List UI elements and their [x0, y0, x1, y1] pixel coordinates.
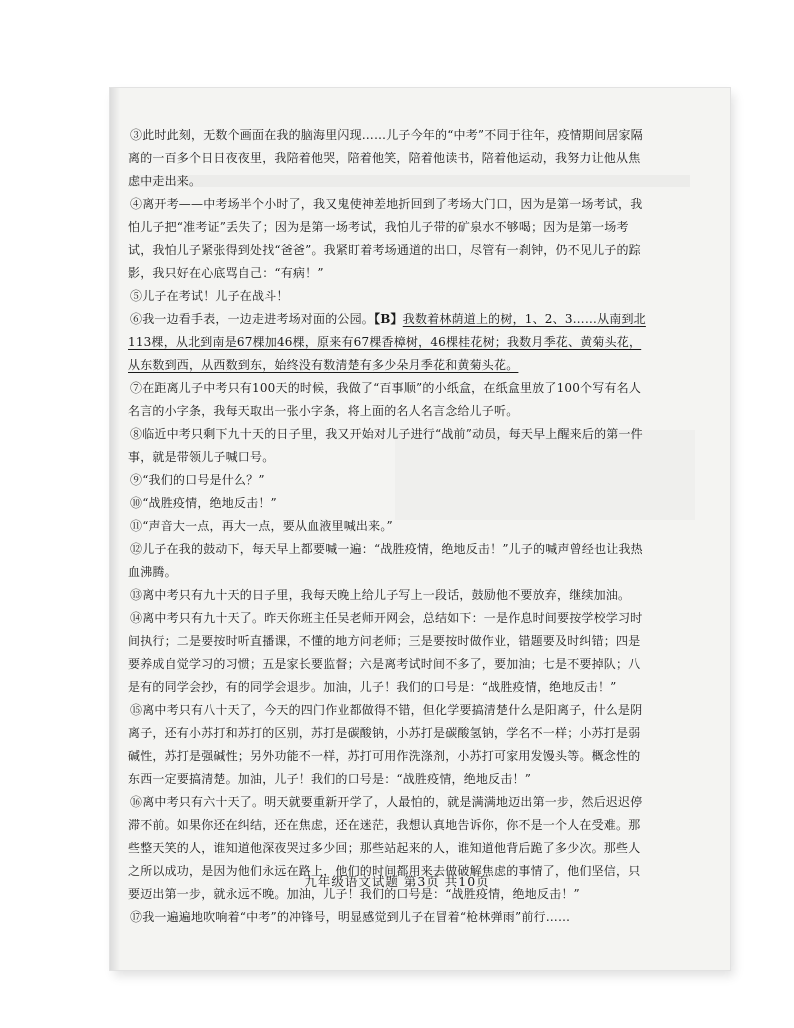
- paragraph-4: ④离开考——中考场半个小时了，我又鬼使神差地折回到了考场大门口，因为是第一场考试，我怕儿子把“准考证”丢失了；因为是第一场考试，我怕儿子带的矿泉水不够喝；因为是第一场考试，我怕儿子紧张得到处找“爸爸”。我紧盯着考场通道的出口，尽管有一刹钟，仍不见儿子的踪影，我只好在心底骂自己：“有病！”: [128, 197, 643, 280]
- paragraph-11: ⑪“声音大一点，再大一点，要从血液里喊出来。”: [130, 519, 393, 533]
- paragraph-8: ⑧临近中考只剩下九十天的日子里，我又开始对儿子进行“战前”动员，每天早上醒来后的第一件事，就是带领儿子喊口号。: [128, 427, 643, 464]
- paragraph-6: [128, 308, 648, 377]
- paragraph-6-text: ⑥我一边看手表，一边走进考场对面的公园。【B】我数着林荫道上的树，1、2、3……从南到北113棵，从北到南是67棵加46棵，原来有67棵香樟树，46棵桂花树；我数月季花、黄菊头花，从东数到西，从西数到东，始终没有数清楚有多少朵月季花和黄菊头花。: [128, 312, 646, 372]
- paragraph-15: ⑮离中考只有八十天了，今天的四门作业都做得不错，但化学要搞清楚什么是阳离子，什么是阴离子，还有小苏打和苏打的区别，苏打是碳酸钠，小苏打是碳酸氢钠，学名不一样；小苏打是弱碱性，苏打是强碱性；另外功能不一样，苏打可用作洗涤剂，小苏打可家用发馒头等。概念性的东西一定要搞清楚。加油，儿子！我们的口号是：“战胜疫情，绝地反击！”: [128, 703, 643, 786]
- paragraph-9: ⑨“我们的口号是什么？”: [130, 473, 265, 487]
- page-footer: 九年级语文试题 第3页 共10页: [304, 874, 490, 889]
- paragraph-10: ⑩“战胜疫情，绝地反击！”: [130, 496, 277, 510]
- paragraph-14: ⑭离中考只有九十天了。昨天你班主任吴老师开网会，总结如下：一是作息时间要按学校学习时间执行；二是要按时听直播课，不懂的地方问老师；三是要按时做作业，错题要及时纠错；四是要养成自觉学习的习惯；五是家长要监督；六是离考试时间不多了，要加油；七是不要掉队；八是有的同学会抄，有的同学会退步。加油，儿子！我们的口号是：“战胜疫情，绝地反击！”: [128, 611, 643, 694]
- paragraph-16: ⑯离中考只有六十天了。明天就要重新开学了，人最怕的，就是满满地迈出第一步，然后迟迟停滞不前。如果你还在纠结，还在焦虑，还在迷茫，我想认真地告诉你，你不是一个人在受难。那些整天笑的人，谁知道他深夜哭过多少回；那些站起来的人，谁知道他背后跪了多少次。那些人之所以成功，是因为他们永远在路上，他们的时间都用来去做破解焦虑的事情了，他们坚信，只要迈出第一步，就永远不晚。加油，儿子！我们的口号是：“战胜疫情，绝地反击！”: [128, 795, 643, 901]
- paragraph-17: ⑰我一遍遍地吹响着“中考”的冲锋号，明显感觉到儿子在冒着“枪林弹雨”前行……: [130, 910, 571, 924]
- paragraph-5: ⑤儿子在考试！儿子在战斗！: [130, 289, 289, 303]
- underlined-segment: 我数着林荫道上的树，1、2、3……从南到北113棵，从北到南是67棵加46棵，原来有67棵香樟树，46棵桂花树；我数月季花、黄菊头花，从东数到西，从西数到东，始终没有数清楚有多少朵月季花和黄菊头花。: [128, 312, 646, 372]
- paragraph-12: ⑫儿子在我的鼓动下，每天早上都要喊一遍：“战胜疫情，绝地反击！”儿子的喊声曾经也让我热血沸腾。: [128, 542, 643, 579]
- paragraph-7: ⑦在距离儿子中考只有100天的时候，我做了“百事顺”的小纸盒，在纸盒里放了100个写有名人名言的小字条，我每天取出一张小字条，将上面的名人名言念给儿子听。: [128, 381, 642, 418]
- paragraph-13: ⑬离中考只有九十天的日子里，我每天晚上给儿子写上一段话，鼓励他不要放弃，继续加油。: [130, 588, 631, 602]
- article-body: [128, 124, 648, 929]
- paragraph-3: ③此时此刻，无数个画面在我的脑海里闪现……儿子今年的“中考”不同于往年，疫情期间居家隔离的一百多个日日夜夜里，我陪着他哭，陪着他笑，陪着他读书，陪着他运动，我努力让他从焦虑中走出来。: [128, 128, 643, 188]
- paper-edge-shadow: [110, 88, 120, 970]
